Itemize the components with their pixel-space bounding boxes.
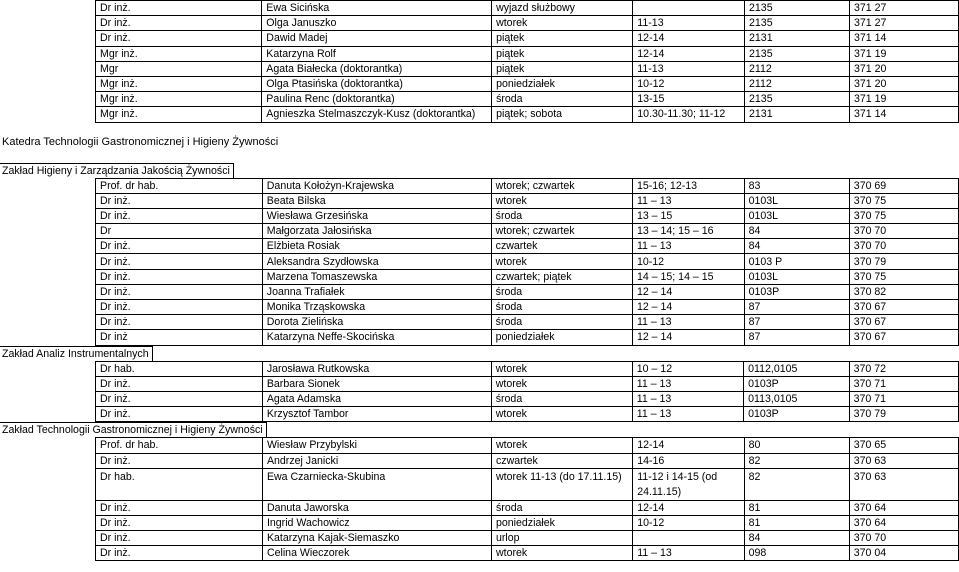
name-cell: Katarzyna Kajak-Siemaszko [262,531,491,546]
phone-cell: 370 65 [849,438,958,453]
title-cell: Dr inż. [96,453,263,468]
table-row [96,269,959,284]
table-row [96,361,959,376]
table-row [96,61,959,76]
room-cell: 84 [744,531,849,546]
room-cell: 0103P [744,376,850,391]
hours-cell: 11 – 13 [632,407,743,422]
table-row [96,16,959,31]
table-row [96,208,959,223]
table-row [96,407,959,422]
room-cell: 0103P [744,407,850,422]
staff-table [95,178,959,346]
day-cell: piątek [492,46,633,61]
table-row [96,438,959,453]
name-cell: Beata Bilska [262,193,491,208]
day-cell: piątek [492,61,633,76]
hours-cell: 11 – 13 [632,239,744,254]
room-cell: 2131 [745,31,850,46]
phone-cell: 370 82 [849,284,958,299]
hours-cell: 13 – 14; 15 – 16 [632,224,744,239]
room-cell: 80 [744,438,849,453]
room-cell: 2131 [745,107,850,122]
phone-cell: 371 14 [849,31,958,46]
phone-cell: 370 67 [849,300,958,315]
room-cell: 84 [744,239,849,254]
title-cell: Dr inż. [96,376,263,391]
table-row [96,284,959,299]
name-cell: Olga Ptasińska (doktorantka) [262,76,492,91]
hours-cell: 12 – 14 [632,330,744,345]
room-cell: 0113,0105 [744,391,850,406]
title-cell: Dr hab. [96,468,263,500]
day-cell: wyjazd służbowy [492,1,633,16]
section-title-row [0,163,959,178]
title-cell: Dr inż. [96,193,263,208]
day-cell: wtorek 11-13 (do 17.11.15) [492,468,633,500]
table-row [96,31,959,46]
phone-cell: 371 27 [849,1,958,16]
day-cell: środa [492,92,633,107]
hours-cell: 11-13 [633,61,745,76]
day-cell: urlop [492,531,633,546]
table-row [96,224,959,239]
name-cell: Aleksandra Szydłowska [262,254,491,269]
title-cell: Dr inż. [96,1,262,16]
title-cell: Dr inż. [96,31,262,46]
room-cell: 2112 [745,61,850,76]
day-cell: środa [491,284,632,299]
title-cell: Dr inż. [96,239,263,254]
day-cell: wtorek [491,361,632,376]
section-title-row [0,346,959,361]
hours-cell: 10-12 [633,76,745,91]
day-cell: poniedziałek [491,330,632,345]
staff-table [95,361,959,423]
table-row [96,376,959,391]
phone-cell: 370 71 [849,376,958,391]
title-cell: Mgr [96,61,262,76]
room-cell: 84 [744,224,849,239]
name-cell: Danuta Jaworska [262,500,491,515]
name-cell: Andrzej Janicki [262,453,491,468]
hours-cell: 11 – 13 [632,193,744,208]
phone-cell: 370 75 [849,269,958,284]
hours-cell: 13 – 15 [632,208,744,223]
hours-cell: 11 – 13 [633,546,744,561]
hours-cell [633,1,745,16]
title-cell: Dr inż. [96,300,263,315]
name-cell: Dawid Madej [262,31,492,46]
name-cell: Ewa Czarniecka-Skubina [262,468,491,500]
hours-cell: 14 – 15; 14 – 15 [632,269,744,284]
title-cell: Mgr inż. [96,76,262,91]
phone-cell: 371 20 [849,61,958,76]
room-cell: 2112 [745,76,850,91]
phone-cell: 370 67 [849,315,958,330]
name-cell: Ewa Sicińska [262,1,492,16]
name-cell: Monika Trząskowska [262,300,491,315]
name-cell: Agata Adamska [262,391,491,406]
room-cell: 81 [744,500,849,515]
day-cell: wtorek; czwartek [491,178,632,193]
hours-cell: 13-15 [633,92,745,107]
room-cell: 0103L [744,193,849,208]
title-cell: Dr inż. [96,546,263,561]
room-cell: 87 [744,300,849,315]
hours-cell: 11 – 13 [632,391,743,406]
phone-cell: 370 70 [849,224,958,239]
hours-cell: 11-12 i 14-15 (od 24.11.15) [633,468,744,500]
name-cell: Elżbieta Rosiak [262,239,491,254]
day-cell: środa [491,315,632,330]
phone-cell: 370 75 [849,208,958,223]
day-cell: czwartek; piątek [491,269,632,284]
table-row [96,531,959,546]
table-row [96,1,959,16]
name-cell: Agnieszka Stelmaszczyk-Kusz (doktorantka) [262,107,492,122]
room-cell: 82 [744,468,849,500]
room-cell: 81 [744,515,849,530]
day-cell: wtorek [491,407,632,422]
table-row [96,453,959,468]
staff-table-top [95,0,959,123]
hours-cell: 12-14 [633,438,744,453]
title-cell: Mgr inż. [96,46,262,61]
title-cell: Dr [96,224,263,239]
title-cell: Dr inż. [96,208,263,223]
sections-container [0,163,959,562]
phone-cell: 370 64 [849,515,958,530]
hours-cell: 10-12 [633,515,744,530]
katedra-title: Katedra Technologii Gastronomicznej i Higieny Żywności [2,135,279,148]
room-cell: 0112,0105 [744,361,850,376]
room-cell: 82 [744,453,849,468]
table-row [96,500,959,515]
room-cell: 2135 [745,16,850,31]
day-cell: wtorek [492,16,633,31]
table-row [96,330,959,345]
phone-cell: 370 79 [849,407,958,422]
name-cell: Agata Białecka (doktorantka) [262,61,492,76]
day-cell: wtorek [492,546,633,561]
phone-cell: 371 19 [849,92,958,107]
name-cell: Barbara Sionek [262,376,491,391]
day-cell: środa [492,500,633,515]
section-title: Zakład Analiz Instrumentalnych [0,346,153,361]
hours-cell [633,531,744,546]
title-cell: Dr inż [96,330,263,345]
name-cell: Marzena Tomaszewska [262,269,491,284]
title-cell: Mgr inż. [96,92,262,107]
name-cell: Katarzyna Rolf [262,46,492,61]
day-cell: czwartek [492,453,633,468]
title-cell: Mgr inż. [96,107,262,122]
section-title-row [0,422,959,437]
day-cell: czwartek [491,239,632,254]
hours-cell: 10.30-11.30; 11-12 [633,107,745,122]
title-cell: Dr inż. [96,531,263,546]
name-cell: Danuta Kołożyn-Krajewska [262,178,491,193]
table-row [96,300,959,315]
phone-cell: 371 20 [849,76,958,91]
title-cell: Dr inż. [96,391,263,406]
title-cell: Dr inż. [96,284,263,299]
room-cell: 83 [744,178,849,193]
name-cell: Dorota Zielińska [262,315,491,330]
phone-cell: 370 67 [849,330,958,345]
phone-cell: 370 79 [849,254,958,269]
table-row [96,46,959,61]
phone-cell: 370 69 [849,178,958,193]
section-title: Zakład Higieny i Zarządzania Jakością Żywności [0,163,234,178]
room-cell: 87 [744,330,849,345]
table-row [96,254,959,269]
table-row [96,468,959,500]
title-cell: Dr inż. [96,407,263,422]
name-cell: Olga Januszko [262,16,492,31]
phone-cell: 370 72 [849,361,958,376]
table-row [96,76,959,91]
phone-cell: 370 64 [849,500,958,515]
name-cell: Małgorzata Jałosińska [262,224,491,239]
phone-cell: 370 75 [849,193,958,208]
hours-cell: 11-13 [633,16,745,31]
title-cell: Dr inż. [96,16,262,31]
phone-cell: 370 71 [849,391,958,406]
day-cell: piątek; sobota [492,107,633,122]
title-cell: Dr inż. [96,500,263,515]
table-row [96,92,959,107]
hours-cell: 10-12 [632,254,744,269]
hours-cell: 11 – 13 [632,315,744,330]
table-row [96,239,959,254]
name-cell: Celina Wieczorek [262,546,491,561]
phone-cell: 370 70 [849,531,958,546]
table-row [96,546,959,561]
table-row [96,391,959,406]
day-cell: piątek [492,31,633,46]
section-title: Zakład Technologii Gastronomicznej i Higieny Żywności [0,422,267,437]
day-cell: poniedziałek [492,515,633,530]
phone-cell: 370 63 [849,468,958,500]
day-cell: wtorek [491,376,632,391]
table-row [96,315,959,330]
hours-cell: 15-16; 12-13 [632,178,744,193]
room-cell: 0103L [744,208,849,223]
hours-cell: 11 – 13 [632,376,743,391]
room-cell: 098 [744,546,849,561]
staff-table [95,437,959,561]
title-cell: Dr hab. [96,361,263,376]
name-cell: Krzysztof Tambor [262,407,491,422]
hours-cell: 12-14 [633,500,744,515]
room-cell: 87 [744,315,849,330]
day-cell: poniedziałek [492,76,633,91]
katedra-heading-block [0,123,959,163]
phone-cell: 370 63 [849,453,958,468]
day-cell: wtorek [492,438,633,453]
hours-cell: 12-14 [633,46,745,61]
day-cell: wtorek [491,193,632,208]
name-cell: Paulina Renc (doktorantka) [262,92,492,107]
name-cell: Jarosława Rutkowska [262,361,491,376]
day-cell: środa [491,208,632,223]
title-cell: Dr inż. [96,269,263,284]
name-cell: Wiesław Przybylski [262,438,491,453]
table-row [96,515,959,530]
name-cell: Ingrid Wachowicz [262,515,491,530]
room-cell: 0103P [744,284,849,299]
hours-cell: 12 – 14 [632,284,744,299]
table-row [96,178,959,193]
phone-cell: 371 14 [849,107,958,122]
room-cell: 0103L [744,269,849,284]
phone-cell: 371 19 [849,46,958,61]
hours-cell: 12 – 14 [632,300,744,315]
hours-cell: 10 – 12 [632,361,743,376]
day-cell: wtorek [491,254,632,269]
phone-cell: 370 70 [849,239,958,254]
name-cell: Wiesława Grzesińska [262,208,491,223]
room-cell: 2135 [745,92,850,107]
phone-cell: 370 04 [849,546,958,561]
phone-cell: 371 27 [849,16,958,31]
title-cell: Prof. dr hab. [96,178,263,193]
title-cell: Prof. dr hab. [96,438,263,453]
title-cell: Dr inż. [96,315,263,330]
day-cell: wtorek; czwartek [491,224,632,239]
hours-cell: 12-14 [633,31,745,46]
name-cell: Joanna Trafiałek [262,284,491,299]
day-cell: środa [491,391,632,406]
room-cell: 2135 [745,1,850,16]
title-cell: Dr inż. [96,515,263,530]
table-row [96,107,959,122]
table-row [96,193,959,208]
hours-cell: 14-16 [633,453,744,468]
name-cell: Katarzyna Neffe-Skocińska [262,330,491,345]
day-cell: środa [491,300,632,315]
room-cell: 2135 [745,46,850,61]
title-cell: Dr inż. [96,254,263,269]
room-cell: 0103 P [744,254,849,269]
